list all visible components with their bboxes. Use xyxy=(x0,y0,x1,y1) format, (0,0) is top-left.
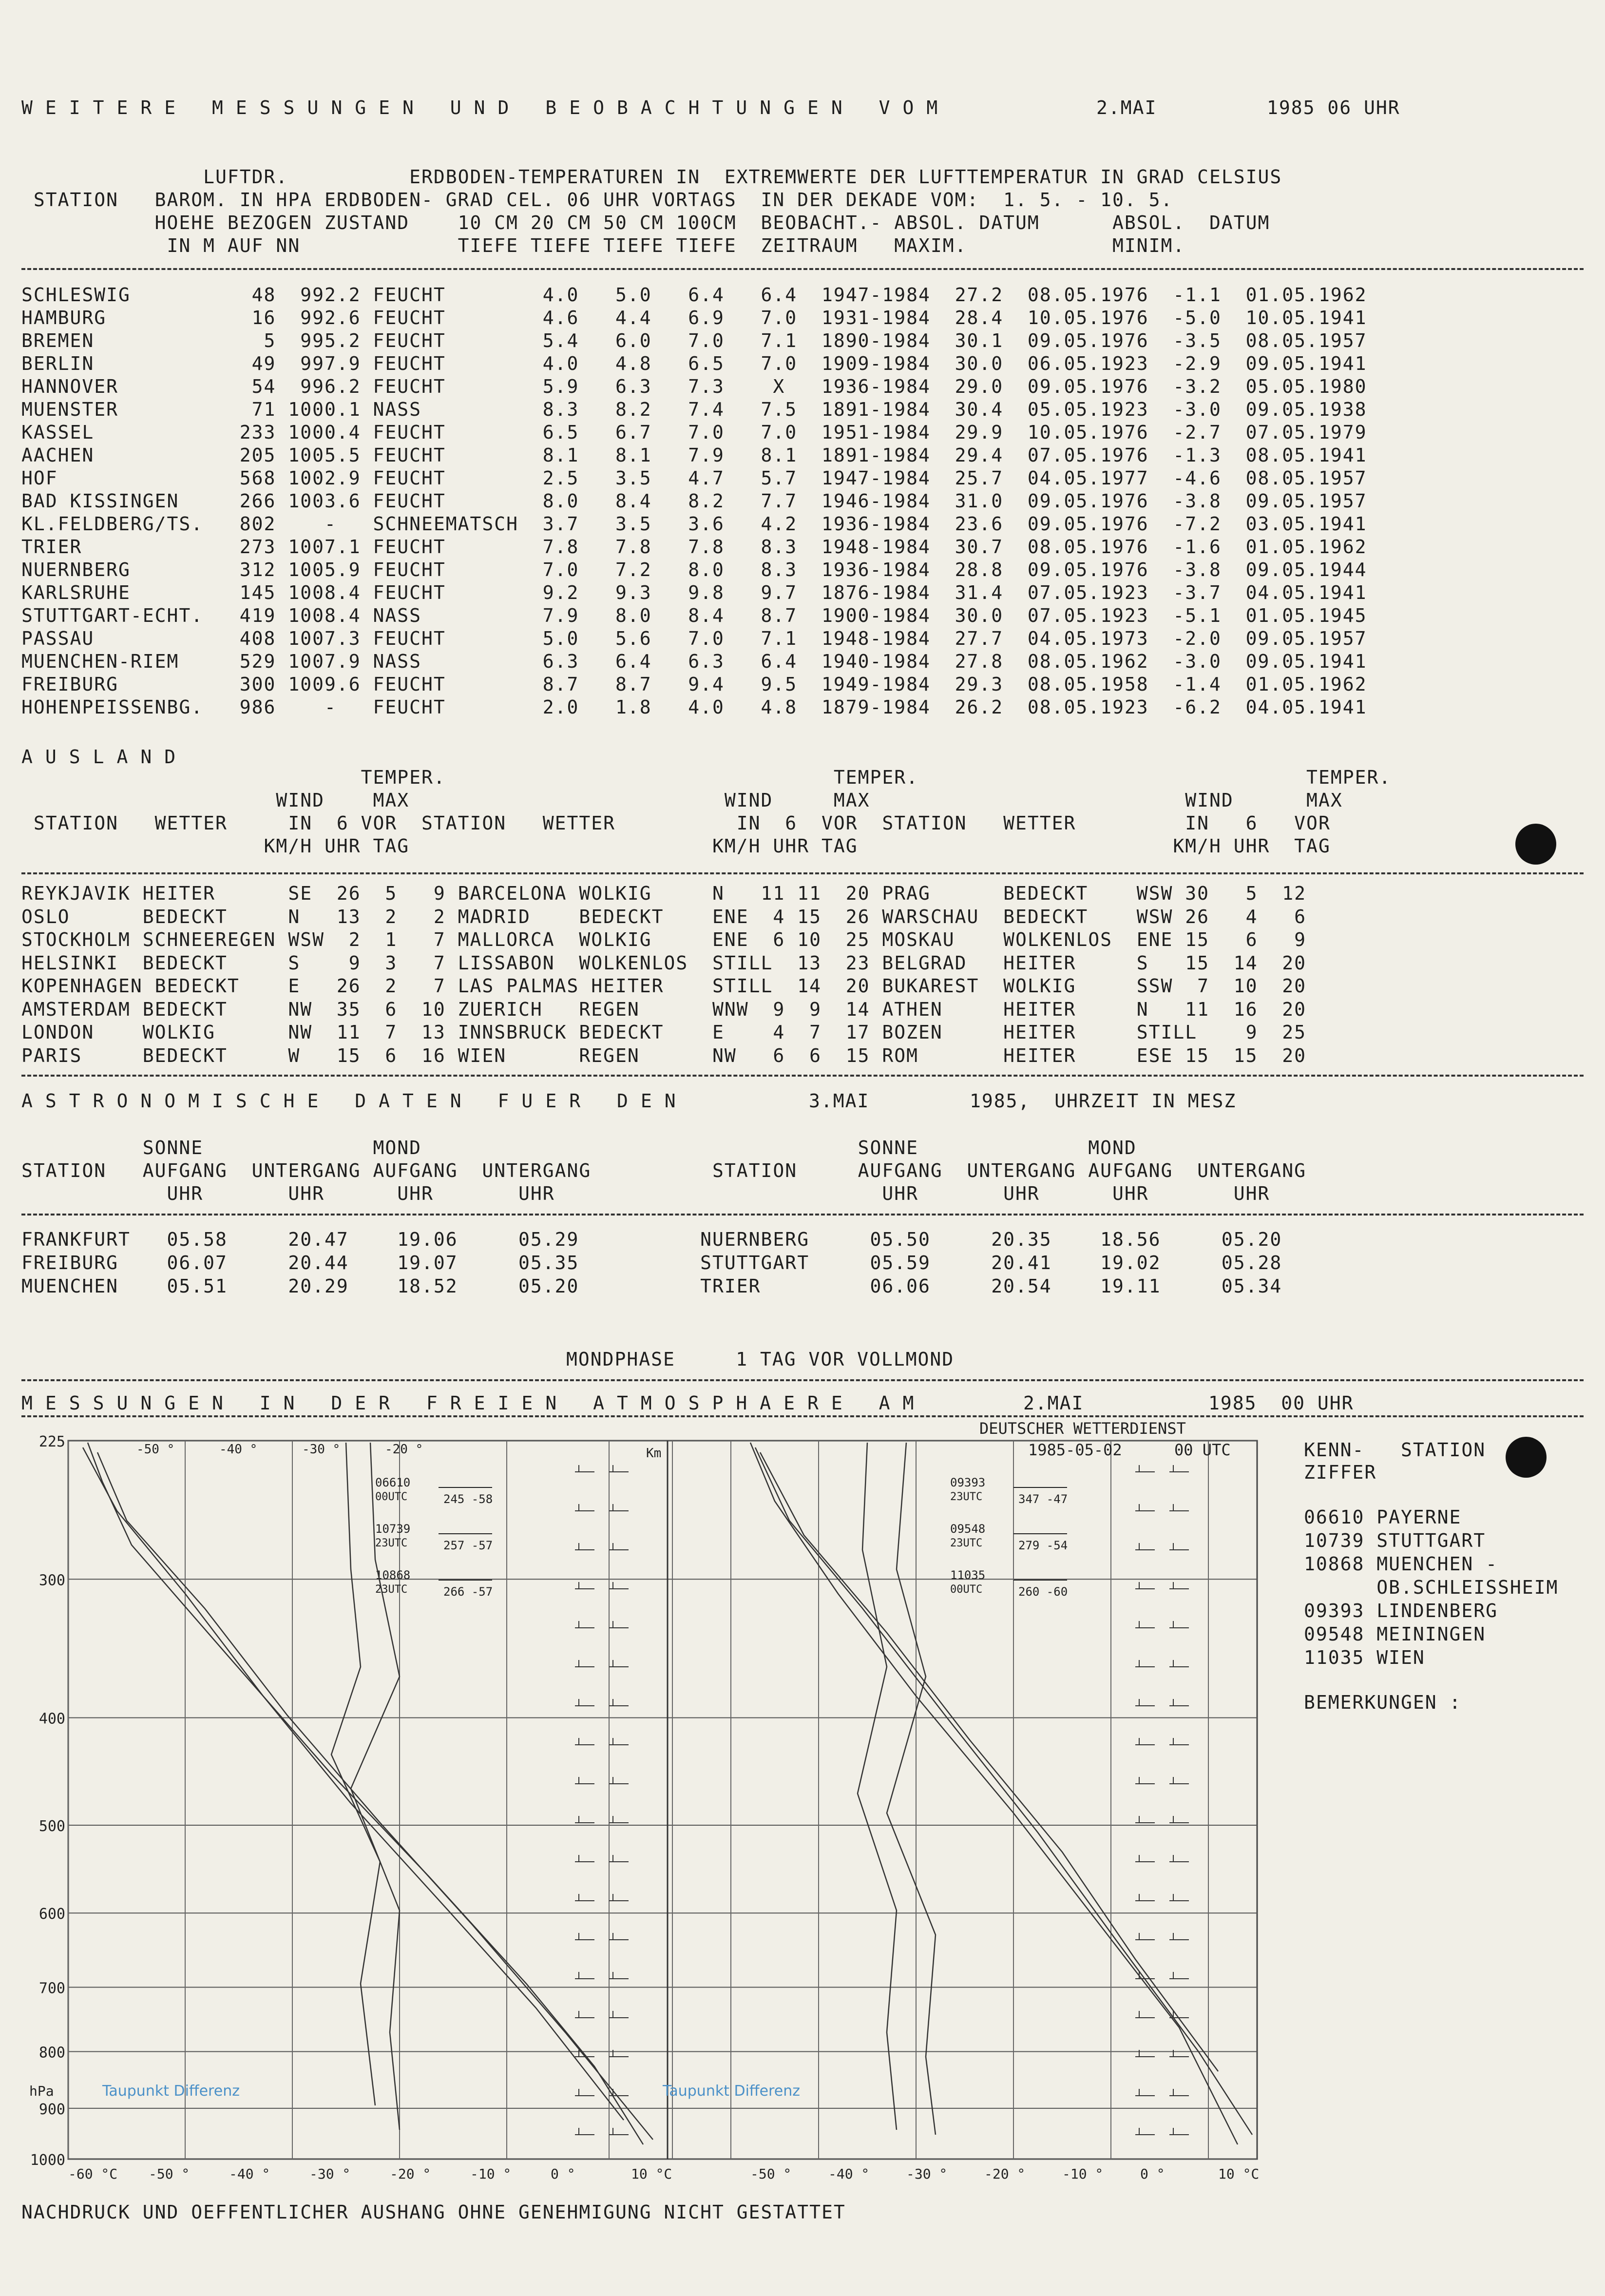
report-year-time: 1985 06 UHR xyxy=(1267,97,1400,118)
temperature-tick: -40 ° xyxy=(828,2166,870,2182)
table-row: STOCKHOLM SCHNEEREGEN WSW 2 1 7 MALLORCA WOLKIG ENE 6 10 25 MOSKAU WOLKENLOS ENE 15 6 9 xyxy=(21,929,1307,950)
table-header-line: SONNE MOND SONNE MOND xyxy=(21,1137,1137,1158)
km-label: Km xyxy=(646,1446,662,1461)
divider xyxy=(21,1415,1584,1417)
moon-phase: MONDPHASE 1 TAG VOR VOLLMOND xyxy=(566,1349,955,1370)
table-row: SCHLESWIG 48 992.2 FEUCHT 4.0 5.0 6.4 6.4 1947-1984 27.2 08.05.1976 -1.1 01.05.1962 xyxy=(21,284,1367,306)
sounding-wind: 257 -57 xyxy=(443,1539,493,1552)
chart-header: DEUTSCHER WETTERDIENST xyxy=(979,1419,1186,1438)
table-header-line: IN M AUF NN TIEFE TIEFE TIEFE TIEFE ZEITRAUM MAXIM. MINIM. xyxy=(21,235,1185,256)
temperature-tick: 10 °C xyxy=(631,2166,672,2182)
temperature-profile xyxy=(750,1443,1238,2144)
temperature-tick-top: -30 ° xyxy=(302,1442,341,1457)
temperature-tick: 10 °C xyxy=(1218,2166,1260,2182)
radiosonde-diagram xyxy=(29,1419,1277,2188)
pressure-label: 300 xyxy=(38,1572,65,1589)
chart-utc: 00 UTC xyxy=(1174,1441,1231,1459)
table-row: FREIBURG 06.07 20.44 19.07 05.35 STUTTGART 05.59 20.41 19.02 05.28 xyxy=(21,1252,1282,1273)
temperature-tick-top: -50 ° xyxy=(136,1442,175,1457)
table-row: PASSAU 408 1007.3 FEUCHT 5.0 5.6 7.0 7.1 1948-1984 27.7 04.05.1973 -2.0 09.05.1957 xyxy=(21,628,1367,649)
table-row: NUERNBERG 312 1005.9 FEUCHT 7.0 7.2 8.0 8.3 1936-1984 28.8 09.05.1976 -3.8 09.05.1944 xyxy=(21,559,1367,580)
report-title: WEITERE MESSUNGEN UND BEOBACHTUNGEN VOM xyxy=(21,97,951,118)
temperature-profile xyxy=(755,1447,1252,2135)
legend-station: 11035 WIEN xyxy=(1304,1647,1425,1668)
table-header-line: HOEHE BEZOGEN ZUSTAND 10 CM 20 CM 50 CM 100CM BEOBACHT.- ABSOL. DATUM ABSOL. DATUM xyxy=(21,212,1270,233)
table-row: BERLIN 49 997.9 FEUCHT 4.0 4.8 6.5 7.0 1909-1984 30.0 06.05.1923 -2.9 09.05.1941 xyxy=(21,353,1367,374)
report-date: 2.MAI xyxy=(1096,97,1157,118)
divider xyxy=(21,872,1584,874)
table-row: KARLSRUHE 145 1008.4 FEUCHT 9.2 9.3 9.8 9.7 1876-1984 31.4 07.05.1923 -3.7 04.05.1941 xyxy=(21,582,1367,603)
dewpoint-label: Taupunkt Differenz xyxy=(663,2083,800,2100)
temperature-tick-top: -20 ° xyxy=(385,1442,423,1457)
pressure-label: 800 xyxy=(38,2044,65,2062)
sounding-time: 23UTC xyxy=(950,1537,983,1549)
divider xyxy=(21,1214,1584,1216)
table-row: FRANKFURT 05.58 20.47 19.06 05.29 NUERNBERG 05.50 20.35 18.56 05.20 xyxy=(21,1229,1282,1250)
sounding-wind: 260 -60 xyxy=(1018,1585,1068,1599)
table-header-line: STATION WETTER IN 6 VOR STATION WETTER IN 6 VOR STATION WETTER IN 6 VOR xyxy=(21,812,1331,834)
table-row: HELSINKI BEDECKT S 9 3 7 LISSABON WOLKENLOS STILL 13 23 BELGRAD HEITER S 15 14 20 xyxy=(21,952,1307,974)
temperature-tick: -30 ° xyxy=(309,2166,351,2182)
divider xyxy=(21,268,1584,270)
sounding-time: 00UTC xyxy=(375,1491,408,1503)
table-row: AACHEN 205 1005.5 FEUCHT 8.1 8.1 7.9 8.1 1891-1984 29.4 07.05.1976 -1.3 08.05.1941 xyxy=(21,444,1367,466)
table-row: OSLO BEDECKT N 13 2 2 MADRID BEDECKT ENE 4 15 26 WARSCHAU BEDECKT WSW 26 4 6 xyxy=(21,906,1307,927)
table-row: HANNOVER 54 996.2 FEUCHT 5.9 6.3 7.3 X 1936-1984 29.0 09.05.1976 -3.2 05.05.1980 xyxy=(21,376,1367,397)
aerology-year-time: 1985 00 UHR xyxy=(1208,1392,1354,1414)
table-row: HOHENPEISSENBG. 986 - FEUCHT 2.0 1.8 4.0 4.8 1879-1984 26.2 08.05.1923 -6.2 04.05.1941 xyxy=(21,696,1367,718)
divider xyxy=(21,1379,1584,1381)
legend-sub: ZIFFER xyxy=(1304,1462,1377,1483)
pressure-label: 400 xyxy=(38,1710,65,1728)
legend-station: OB.SCHLEISSHEIM xyxy=(1304,1577,1559,1598)
table-row: BAD KISSINGEN 266 1003.6 FEUCHT 8.0 8.4 8.2 7.7 1946-1984 31.0 09.05.1976 -3.8 09.05.1957 xyxy=(21,490,1367,512)
table-row: BREMEN 5 995.2 FEUCHT 5.4 6.0 7.0 7.1 1890-1984 30.1 09.05.1976 -3.5 08.05.1957 xyxy=(21,330,1367,351)
temperature-tick: 0 ° xyxy=(551,2166,575,2182)
table-header-line: UHR UHR UHR UHR UHR UHR UHR UHR xyxy=(21,1183,1270,1204)
sounding-time: 00UTC xyxy=(950,1583,983,1596)
pressure-label: 600 xyxy=(38,1906,65,1923)
aerology-title: MESSUNGEN IN DER FREIEN ATMOSPHAERE AM xyxy=(21,1392,927,1414)
table-row: KASSEL 233 1000.4 FEUCHT 6.5 6.7 7.0 7.0 1951-1984 29.9 10.05.1976 -2.7 07.05.1979 xyxy=(21,422,1367,443)
legend-station: 06610 PAYERNE xyxy=(1304,1506,1462,1528)
table-header-line: KM/H UHR TAG KM/H UHR TAG KM/H UHR TAG xyxy=(21,835,1331,857)
pressure-label: 700 xyxy=(38,1980,65,1997)
sounding-time: 23UTC xyxy=(375,1583,408,1596)
remarks: BEMERKUNGEN : xyxy=(1304,1692,1462,1713)
temperature-profile xyxy=(858,1443,897,2130)
table-row: MUENCHEN-RIEM 529 1007.9 NASS 6.3 6.4 6.3 6.4 1940-1984 27.8 08.05.1962 -3.0 09.05.1941 xyxy=(21,651,1367,672)
table-row: HAMBURG 16 992.6 FEUCHT 4.6 4.4 6.9 7.0 1931-1984 28.4 10.05.1976 -5.0 10.05.1941 xyxy=(21,307,1367,328)
temperature-tick: -50 ° xyxy=(750,2166,792,2182)
temperature-tick: -20 ° xyxy=(390,2166,431,2182)
sounding-id: 06610 xyxy=(375,1476,411,1489)
pressure-unit: hPa xyxy=(29,2083,54,2099)
pressure-label: 900 xyxy=(38,2101,65,2118)
temperature-tick: -40 ° xyxy=(229,2166,270,2182)
dewpoint-label: Taupunkt Differenz xyxy=(102,2083,240,2100)
temperature-tick: -30 ° xyxy=(906,2166,948,2182)
legend-station: 09393 LINDENBERG xyxy=(1304,1600,1498,1621)
table-row: STUTTGART-ECHT. 419 1008.4 NASS 7.9 8.0 8.4 8.7 1900-1984 30.0 07.05.1923 -5.1 01.05.1945 xyxy=(21,605,1367,626)
table-row: HOF 568 1002.9 FEUCHT 2.5 3.5 4.7 5.7 1947-1984 25.7 04.05.1977 -4.6 08.05.1957 xyxy=(21,467,1367,489)
temperature-tick: -10 ° xyxy=(470,2166,512,2182)
sounding-id: 09548 xyxy=(950,1522,986,1536)
pressure-label: 1000 xyxy=(30,2152,65,2169)
table-header-line: WIND MAX WIND MAX WIND MAX xyxy=(21,790,1343,811)
sounding-wind: 279 -54 xyxy=(1018,1539,1068,1552)
punch-hole xyxy=(1515,824,1556,865)
temperature-tick: -10 ° xyxy=(1062,2166,1104,2182)
temperature-profile xyxy=(887,1443,936,2135)
ausland-title: AUSLAND xyxy=(21,746,189,768)
temperature-tick: -50 ° xyxy=(149,2166,190,2182)
divider xyxy=(21,1075,1584,1077)
table-row: MUENSTER 71 1000.1 NASS 8.3 8.2 7.4 7.5 1891-1984 30.4 05.05.1923 -3.0 09.05.1938 xyxy=(21,399,1367,420)
aerology-date: 2.MAI xyxy=(1023,1392,1084,1414)
table-row: TRIER 273 1007.1 FEUCHT 7.8 7.8 7.8 8.3 1948-1984 30.7 08.05.1976 -1.6 01.05.1962 xyxy=(21,536,1367,558)
table-row: REYKJAVIK HEITER SE 26 5 9 BARCELONA WOLKIG N 11 11 20 PRAG BEDECKT WSW 30 5 12 xyxy=(21,883,1307,904)
astro-date: 3.MAI xyxy=(809,1090,870,1112)
pressure-label: 500 xyxy=(38,1818,65,1835)
sounding-id: 10739 xyxy=(375,1522,411,1536)
table-header-line: TEMPER. TEMPER. TEMPER. xyxy=(21,767,1392,788)
legend-station: 10868 MUENCHEN - xyxy=(1304,1553,1498,1575)
temperature-tick-top: -40 ° xyxy=(219,1442,258,1457)
sounding-wind: 245 -58 xyxy=(443,1492,493,1506)
punch-hole xyxy=(1506,1437,1547,1478)
pressure-label: 225 xyxy=(38,1433,65,1450)
table-row: AMSTERDAM BEDECKT NW 35 6 10 ZUERICH REGEN WNW 9 9 14 ATHEN HEITER N 11 16 20 xyxy=(21,998,1307,1020)
sounding-time: 23UTC xyxy=(375,1537,408,1549)
table-row: PARIS BEDECKT W 15 6 16 WIEN REGEN NW 6 6 15 ROM HEITER ESE 15 15 20 xyxy=(21,1044,1307,1066)
temperature-tick: -20 ° xyxy=(984,2166,1026,2182)
table-header-line: STATION AUFGANG UNTERGANG AUFGANG UNTERGANG STATION AUFGANG UNTERGANG AUFGANG UNTERGANG xyxy=(21,1160,1307,1181)
table-row: MUENCHEN 05.51 20.29 18.52 05.20 TRIER 06.06 20.54 19.11 05.34 xyxy=(21,1275,1282,1297)
temperature-tick: -60 °C xyxy=(68,2166,118,2182)
temperature-tick: 0 ° xyxy=(1140,2166,1165,2182)
table-row: LONDON WOLKIG NW 11 7 13 INNSBRUCK BEDECKT E 4 7 17 BOZEN HEITER STILL 9 25 xyxy=(21,1022,1307,1043)
table-header-line: STATION BAROM. IN HPA ERDBODEN- GRAD CEL. 06 UHR VORTAGS IN DER DEKADE VOM: 1. 5. - 10. 5. xyxy=(21,189,1173,211)
table-header-line: LUFTDR. ERDBODEN-TEMPERATUREN IN EXTREMWERTE DER LUFTTEMPERATUR IN GRAD CELSIUS xyxy=(21,166,1282,188)
chart-date: 1985-05-02 xyxy=(1028,1441,1122,1459)
legend-station: 09548 MEININGEN xyxy=(1304,1623,1486,1645)
sounding-wind: 266 -57 xyxy=(443,1585,493,1599)
sounding-id: 11035 xyxy=(950,1568,986,1582)
sounding-wind: 347 -47 xyxy=(1018,1492,1068,1506)
footer-notice: NACHDRUCK UND OEFFENTLICHER AUSHANG OHNE GENEHMIGUNG NICHT GESTATTET xyxy=(21,2201,846,2223)
table-row: KOPENHAGEN BEDECKT E 26 2 7 LAS PALMAS HEITER STILL 14 20 BUKAREST WOLKIG SSW 7 10 20 xyxy=(21,975,1307,997)
sounding-id: 09393 xyxy=(950,1476,986,1489)
sounding-id: 10868 xyxy=(375,1568,411,1582)
table-row: KL.FELDBERG/TS. 802 - SCHNEEMATSCH 3.7 3.5 3.6 4.2 1936-1984 23.6 09.05.1976 -7.2 03.05.1941 xyxy=(21,513,1367,535)
astro-year: 1985, UHRZEIT IN MESZ xyxy=(970,1090,1237,1112)
table-row: FREIBURG 300 1009.6 FEUCHT 8.7 8.7 9.4 9.5 1949-1984 29.3 08.05.1958 -1.4 01.05.1962 xyxy=(21,674,1367,695)
legend-station: 10739 STUTTGART xyxy=(1304,1530,1486,1551)
legend-title: KENN- STATION xyxy=(1304,1439,1486,1461)
astro-title: ASTRONOMISCHE DATEN FUER DEN xyxy=(21,1090,688,1112)
sounding-time: 23UTC xyxy=(950,1491,983,1503)
